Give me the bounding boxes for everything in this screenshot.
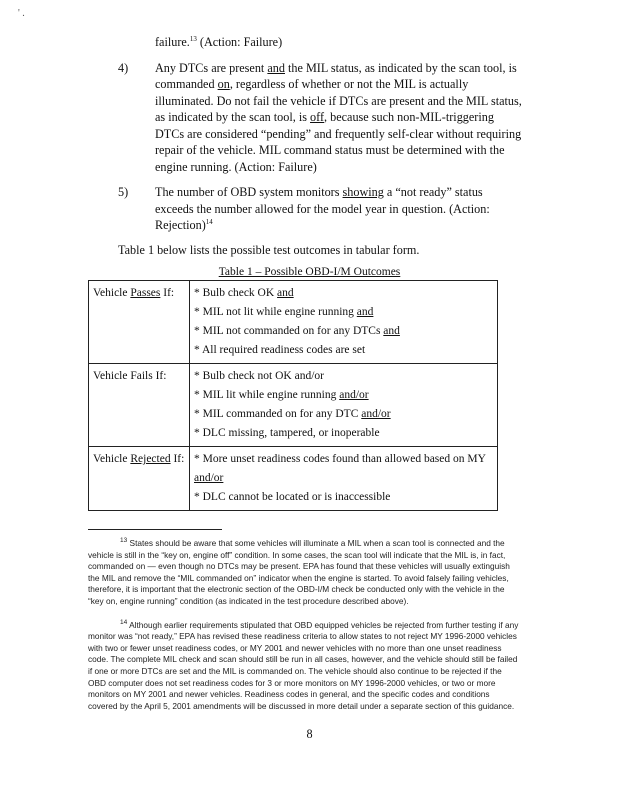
item-number: 4) [118,60,129,75]
outcome-label: Vehicle Rejected If: [89,447,190,511]
condition-item: * MIL lit while engine running and/or [194,389,369,401]
condition-item: * MIL not commanded on for any DTCs and [194,325,400,337]
footnote-13: $^{13}$ States should be aware that some vehicles will illuminate a MIL when a scan tool is connected and the vehicle is still in the “key on, engine off” condition. In some cases, the scan tool will indicate that the MIL is, in fact, commanded on — even though no DTCs may be present. EPA has found that these vehicles will usually extinguish the MIL and remove the “MIL commanded on” indicator when the engine is started. To avoid falsely failing vehicles, therefore, it is important that the electronic section of the OBD-I/M check be conducted only with the vehicle in the “key on, engine running” condition (as indicated in the test procedure described above). [88,537,510,606]
continuation-action: (Action: Failure) [196,35,283,49]
condition-item: * MIL not lit while engine running and [194,306,374,318]
outcome-conditions [190,364,498,447]
table-row [89,281,498,364]
outcome-conditions [190,447,498,511]
table-row [89,364,498,447]
item-5-text: The number of OBD system monitors showing a “not ready” status exceeds the number allowed for the model year in question. (Action: Rejection)$^{14}$ [155,185,490,232]
item-4-text: Any DTCs are present and the MIL status, as indicated by the scan tool, is commanded on, regardless of whether or not the MIL is actually illuminated. Do not fail the vehicle if DTCs are present and the MIL status, as indicated by the scan tool, is off, because such non-MIL-triggering DTCs are considered “pending” and frequently self-clear without requiring repair of the vehicle. MIL command status must be determined with the engine running. (Action: Failure) [155,60,522,174]
continuation-text: failure. [155,35,190,49]
item-number: 5) [118,185,129,199]
table-intro: Table 1 below lists the possible test outcomes in tabular form. [118,242,420,257]
table-caption: Table 1 – Possible OBD-I/M Outcomes [218,266,401,278]
page-number: 8 [306,727,313,742]
condition-item: * Bulb check not OK and/or [194,370,324,382]
condition-item: * MIL commanded on for any DTC and/or [194,408,391,420]
outcomes-table [88,280,498,511]
footnote-14: $^{14}$ Although earlier requirements stipulated that OBD equipped vehicles be rejected from further testing if any monitor was “not ready,” EPA has revised these readiness criteria to allow states to not reject MY 1996-2000 vehicles with two or fewer unset readiness codes, or MY 2001 and newer vehicles with no more than one unset readiness code. The complete MIL check and scan should still be run in all cases, however, and the vehicle should still be failed if one or more DTCs are set and the MIL is commanded on. The vehicle should also continue to be rejected if the OBD computer does not set readiness codes for 3 or more monitors on MY 1996-2000 vehicles, or two or more monitors on MY 2001 and newer vehicles. Readiness codes in general, and the specific codes and conditions covered by the April 5, 2001 amendments will be discussed in more detail under a separate section of this guidance. [88,618,519,711]
item-4 [118,60,523,176]
table-row [89,447,498,511]
condition-item: * DLC cannot be located or is inaccessible [194,491,391,503]
condition-item: * Bulb check OK and [194,287,294,299]
scan-marks: ' . [18,8,25,19]
footnote-ref: 13 [189,34,197,43]
footnote-divider [88,529,222,530]
outcome-conditions [190,281,498,364]
outcome-label: Vehicle Passes If: [89,281,190,364]
condition-item: * All required readiness codes are set [194,344,366,356]
condition-item: * DLC missing, tampered, or inoperable [194,427,380,439]
outcome-label: Vehicle Fails If: [89,364,190,447]
condition-item: * More unset readiness codes found than allowed based on MY and/or [194,453,486,484]
continuation-line [155,34,520,51]
item-5 [118,184,523,234]
